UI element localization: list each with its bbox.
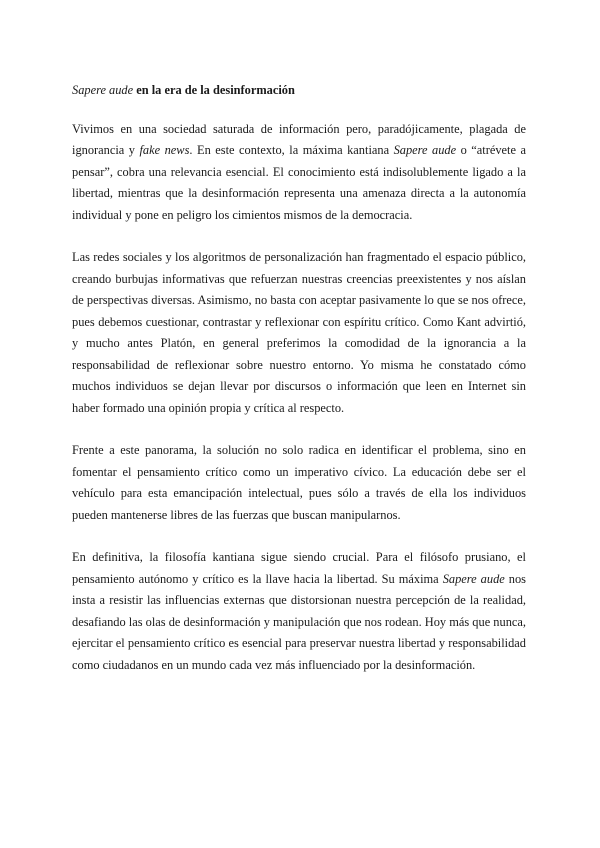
document-title	[72, 80, 526, 102]
text-segment: En definitiva, la filosofía kantiana sigue siendo crucial. Para el filósofo prusiano, el pensamiento autónomo y crítico es la llave hacia la libertad. Su máxima	[72, 550, 526, 586]
title-italic-part: Sapere aude	[72, 83, 134, 97]
paragraph	[72, 247, 526, 419]
paragraph	[72, 547, 526, 676]
paragraph	[72, 119, 526, 227]
text-segment: o “atrévete a pensar”, cobra una relevancia esencial. El conocimiento está indisolublemente ligado a la libertad, mientras que la desinformación representa una amenaza directa a la autonomía individual y pone en peligro los cimientos mismos de la democracia.	[72, 143, 526, 222]
document-body	[72, 80, 526, 697]
italic-segment: fake news	[139, 143, 190, 157]
text-segment: Frente a este panorama, la solución no solo radica en identificar el problema, sino en fomentar el pensamiento crítico como un imperativo cívico. La educación debe ser el vehículo para esta emancipación intelectual, pues sólo a través de ella los individuos pueden mantenerse libres de las fuerzas que buscan manipularnos.	[72, 443, 526, 522]
text-segment: Vivimos en una sociedad saturada de información pero, paradójicamente, plagada de ignorancia y	[72, 121, 526, 157]
text-segment: nos insta a resistir las influencias externas que distorsionan nuestra percepción de la realidad, desafiando las olas de desinformación y manipulación que nos rodean. Hoy más que nunca, ejercitar el pensamiento crítico es esencial para preservar nuestra libertad y responsabilidad como ciudadanos en un mundo cada vez más influenciado por la desinformación.	[72, 571, 527, 672]
italic-segment: Sapere aude	[442, 571, 505, 586]
italic-segment: Sapere aude	[393, 143, 457, 157]
text-segment: Las redes sociales y los algoritmos de personalización han fragmentado el espacio público, creando burbujas informativas que refuerzan nuestras creencias preexistentes y nos aíslan de perspectivas diversas. Asimismo, no basta con aceptar pasivamente lo que se nos ofrece, pues debemos cuestionar, contrastar y reflexionar con espíritu crítico. Como Kant advirtió, y mucho antes Platón, en general preferimos la comodidad de la ignorancia a la responsabilidad de reflexionar sobre nuestro entorno. Yo misma he constatado cómo muchos individuos se dejan llevar por discursos o información que leen en Internet sin haber formado una opinión propia y crítica al respecto.	[72, 250, 526, 415]
text-segment: . En este contexto, la máxima kantiana	[189, 143, 394, 157]
paragraph	[72, 440, 526, 526]
title-rest: en la era de la desinformación	[133, 83, 295, 97]
paragraphs	[72, 119, 526, 677]
